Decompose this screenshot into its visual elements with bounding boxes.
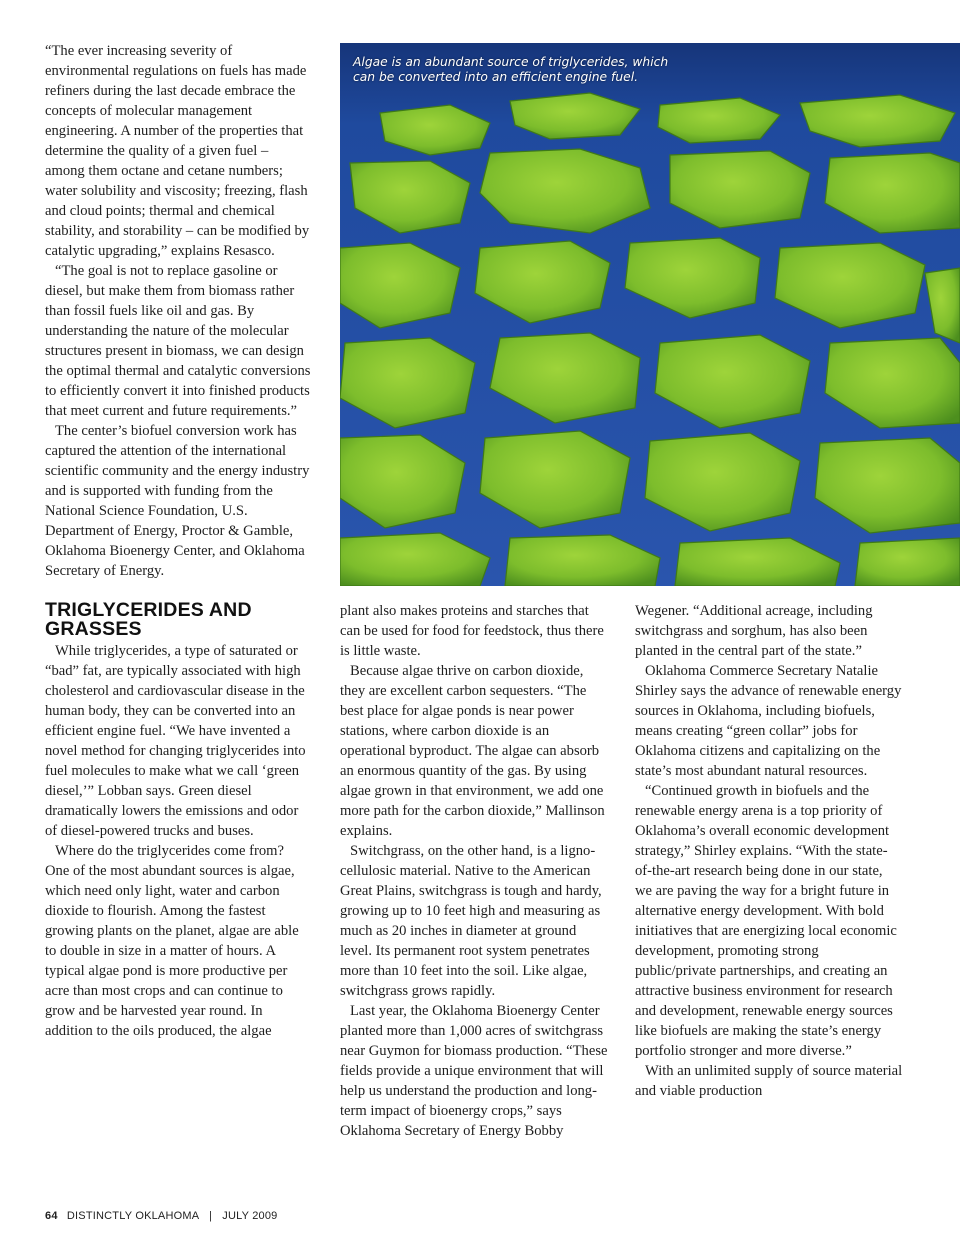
page-footer bbox=[45, 1210, 277, 1222]
section-subhead: TRIGLYCERIDES AND GRASSES bbox=[45, 599, 252, 640]
paragraph: Because algae thrive on carbon dioxide, they are excellent carbon sequesters. “The best place for algae ponds is near power stations, where carbon dioxide is an operational byproduct. The algae can absorb an enormous quantity of the gas. By using algae grown in that environment, we add one more path for the carbon dioxide,” Mallinson explains. bbox=[340, 663, 605, 839]
paragraph: “Continued growth in biofuels and the renewable energy arena is a top priority of Oklahoma’s overall economic development strategy,” Shirley explains. “With the state-of-the-art research being done in our state, we are paving the way for a bright future in alternative energy development. With bold initiatives that are energizing local economic development, promoting strong public/private partnerships, and creating an attractive business environment for research and development, renewable energy sources like biofuels are making the state’s energy portfolio stronger and more diverse.” bbox=[635, 783, 897, 1059]
paragraph: “The goal is not to replace gasoline or diesel, but make them from biomass rather than fossil fuels like oil and gas. By understanding the nature of the molecular structures present in biomass, we can design the optimal thermal and catalytic conversions to efficiently convert it into finished products that meet current and future requirements.” bbox=[45, 263, 311, 419]
article-column-2 bbox=[340, 601, 608, 1141]
issue-date: JULY 2009 bbox=[222, 1210, 278, 1222]
algae-photo-image bbox=[340, 43, 960, 586]
paragraph: “The ever increasing severity of environmental regulations on fuels has made refiners during the last decade embrace the concepts of molecular management engineering. A number of the properties that determine the quality of a given fuel – among them octane and cetane numbers; water solubility and viscosity; freezing, flash and cloud points; thermal and chemical stability, and storability – can be modified by catalytic upgrading,” explains Resasco. bbox=[45, 43, 310, 259]
paragraph: Where do the triglycerides come from? One of the most abundant sources is algae, which need only light, water and carbon dioxide to flourish. Among the fastest growing plants on the planet, algae are able to double in size in a matter of hours. A typical algae pond is more productive per acre than most crops and can continue to grow and be harvested year round. In addition to the oils produced, the algae bbox=[45, 843, 299, 1039]
paragraph: Oklahoma Commerce Secretary Natalie Shirley says the advance of renewable energy sources in Oklahoma, including biofuels, means creating “green collar” jobs for Oklahoma citizens and capitalizing on the state’s most abundant natural resources. bbox=[635, 663, 902, 779]
paragraph: Wegener. “Additional acreage, including switchgrass and sorghum, has also been planted in the central part of the state.” bbox=[635, 603, 873, 659]
photo-caption: Algae is an abundant source of triglycerides, which can be converted into an efficient engine fuel. bbox=[353, 55, 669, 84]
algae-photo bbox=[340, 43, 960, 586]
paragraph: The center’s biofuel conversion work has captured the attention of the international scientific community and the energy industry and is supported with funding from the National Science Foundation, U.S. Department of Energy, Proctor & Gamble, Oklahoma Bioenergy Center, and Oklahoma Secretary of Energy. bbox=[45, 423, 310, 579]
paragraph: Last year, the Oklahoma Bioenergy Center planted more than 1,000 acres of switchgrass near Guymon for biomass production. “These fields provide a unique environment that will help us understand the production and long-term impact of bioenergy crops,” says Oklahoma Secretary of Energy Bobby bbox=[340, 1003, 608, 1139]
page-number: 64 bbox=[45, 1210, 58, 1222]
footer-separator: | bbox=[208, 1210, 212, 1222]
paragraph: Switchgrass, on the other hand, is a ligno-cellulosic material. Native to the American Great Plains, switchgrass is tough and hardy, growing up to 10 feet high and measuring as much as 20 inches in diameter at ground level. Its permanent root system penetrates more than 10 feet into the soil. Like algae, switchgrass grows rapidly. bbox=[340, 843, 602, 999]
article-column-1 bbox=[45, 41, 311, 1041]
paragraph: With an unlimited supply of source material and viable production bbox=[635, 1063, 903, 1099]
publication-name: DISTINCTLY OKLAHOMA bbox=[66, 1210, 199, 1222]
paragraph: While triglycerides, a type of saturated or “bad” fat, are typically associated with high cholesterol and cardiovascular disease in the human body, they can be converted into an efficient engine fuel. “We have invented a novel method for changing triglycerides into fuel molecules to make what we call ‘green diesel,’” Lobban says. Green diesel dramatically lowers the emissions and odor of diesel-powered trucks and buses. bbox=[45, 643, 306, 839]
article-column-3 bbox=[635, 601, 903, 1101]
paragraph: plant also makes proteins and starches that can be used for food for feedstock, thus there is little waste. bbox=[340, 603, 604, 659]
